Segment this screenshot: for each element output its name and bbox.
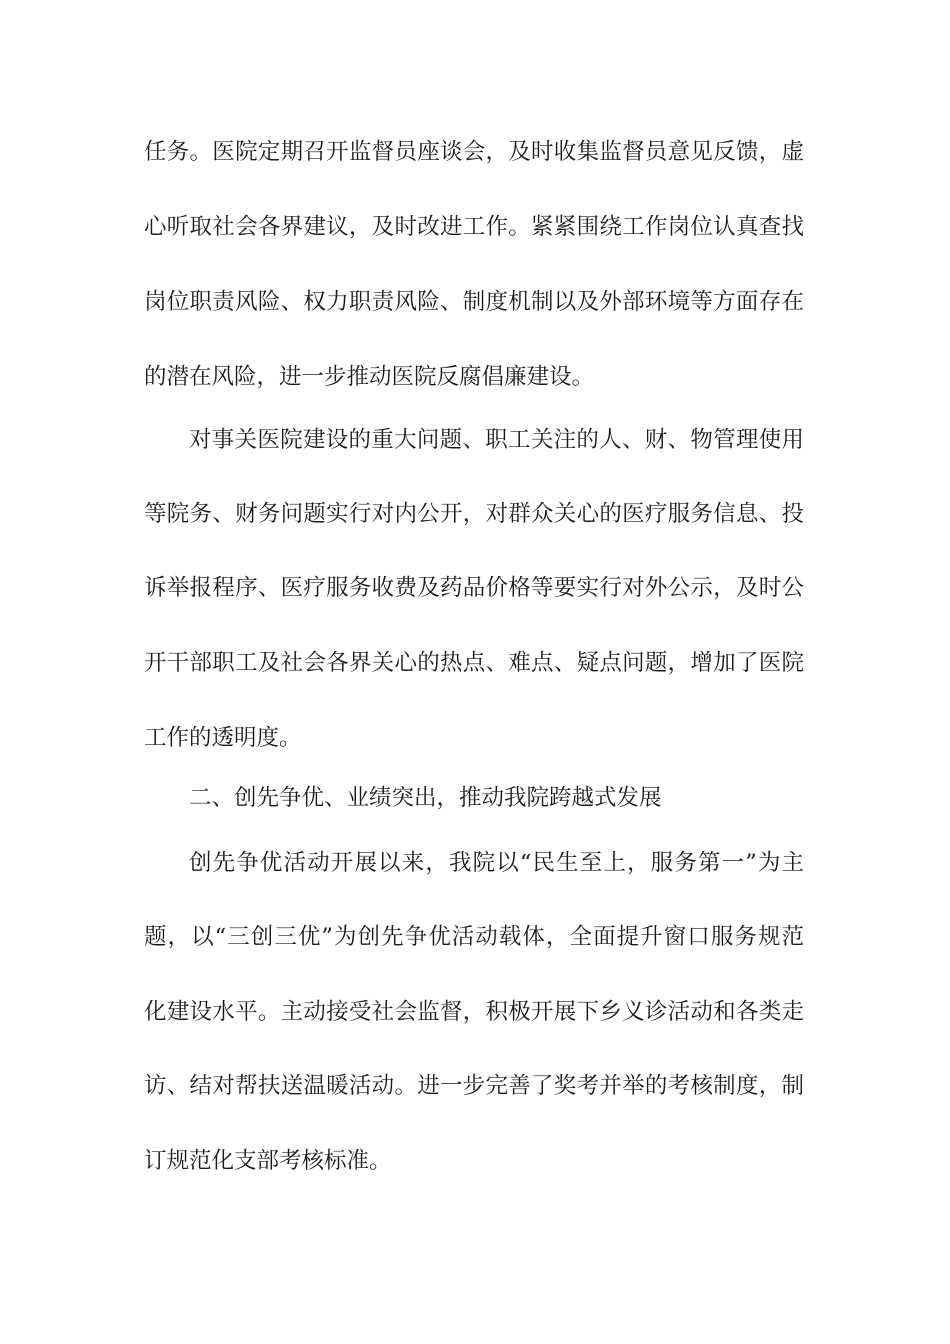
paragraph-1-line-4: 的潜在风险，进一步推动医院反腐倡廉建设。 xyxy=(144,364,595,390)
paragraph-2-line-4: 开干部职工及社会各界关心的热点、难点、疑点问题，增加了医院 xyxy=(144,650,804,676)
section-heading: 二、创先争优、业绩突出，推动我院跨越式发展 xyxy=(189,785,662,811)
paragraph-2-line-5: 工作的透明度。 xyxy=(144,725,302,751)
paragraph-3-line-2: 题，以“三创三优”为创先争优活动载体，全面提升窗口服务规范 xyxy=(144,924,804,950)
paragraph-3-line-1: 创先争优活动开展以来，我院以“民生至上，服务第一”为主 xyxy=(189,850,804,876)
paragraph-1-line-1: 任务。医院定期召开监督员座谈会，及时收集监督员意见反馈，虚 xyxy=(144,139,804,165)
paragraph-3-line-4: 访、结对帮扶送温暖活动。进一步完善了奖考并举的考核制度，制 xyxy=(144,1073,804,1099)
paragraph-3-line-5: 订规范化支部考核标准。 xyxy=(144,1148,392,1174)
paragraph-2-line-2: 等院务、财务问题实行对内公开，对群众关心的医疗服务信息、投 xyxy=(144,501,804,527)
paragraph-1-line-2: 心听取社会各界建议，及时改进工作。紧紧围绕工作岗位认真查找 xyxy=(144,214,804,240)
paragraph-1-line-3: 岗位职责风险、权力职责风险、制度机制以及外部环境等方面存在 xyxy=(144,289,804,315)
paragraph-2-line-1: 对事关医院建设的重大问题、职工关注的人、财、物管理使用 xyxy=(189,427,804,453)
paragraph-2-line-3: 诉举报程序、医疗服务收费及药品价格等要实行对外公示，及时公 xyxy=(144,575,804,601)
paragraph-3-line-3: 化建设水平。主动接受社会监督，积极开展下乡义诊活动和各类走 xyxy=(144,999,804,1025)
